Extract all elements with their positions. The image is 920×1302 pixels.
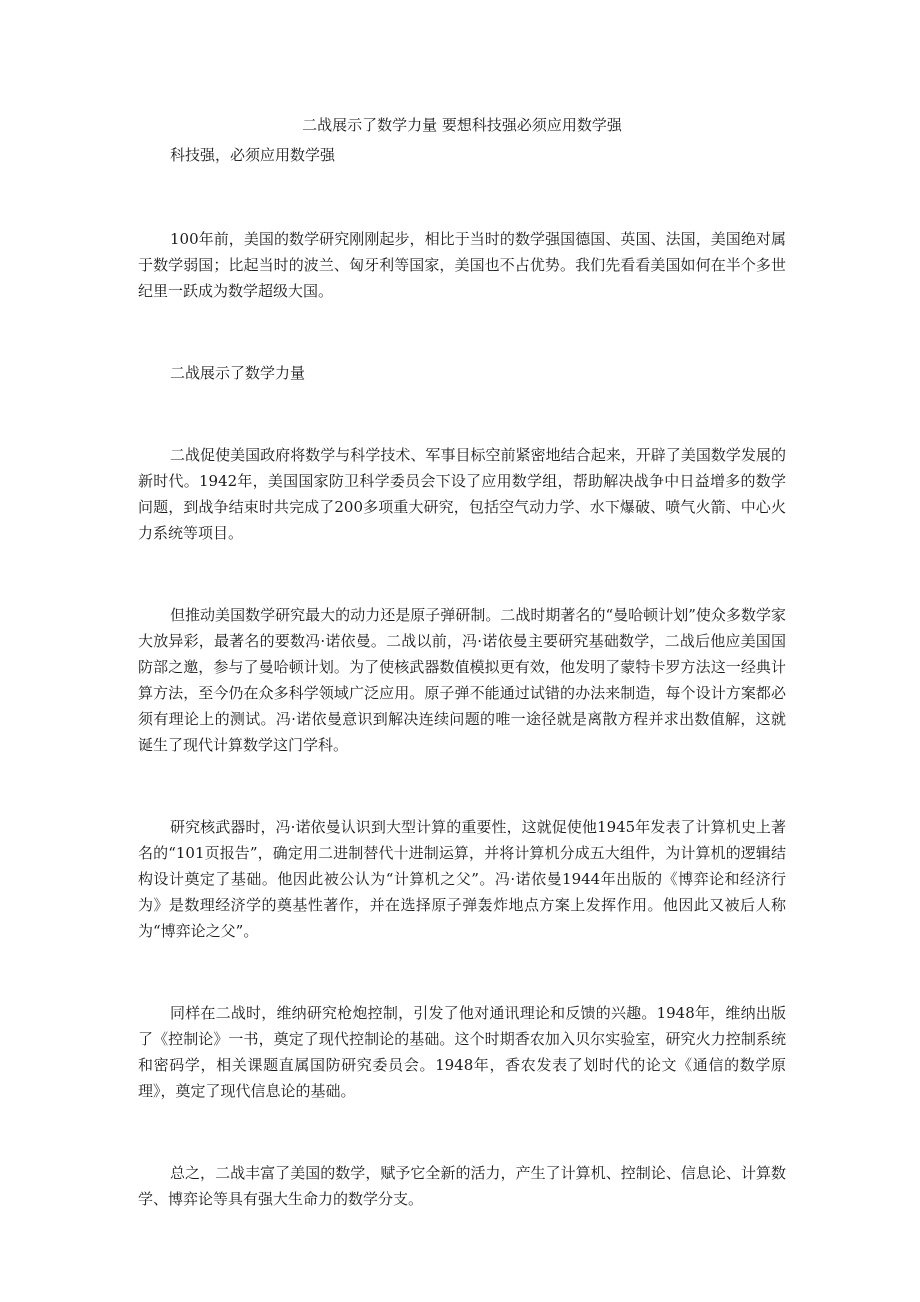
paragraph-conclusion: 总之，二战丰富了美国的数学，赋予它全新的活力，产生了计算机、控制论、信息论、计算数学、博弈论等具有强大生命力的数学分支。 bbox=[138, 1164, 786, 1208]
paragraph-von-neumann: 研究核武器时，冯·诺依曼认识到大型计算的重要性，这就促使他1945年发表了计算机史上著名的“101页报告”，确定用二进制替代十进制运算，并将计算机分成五大组件，为计算机的逻辑结构设计奠定了基础。他因此被公认为“计算机之父”。冯·诺依曼1944年出版的《博弈论和经济行为》是数理经济学的奠基性著作，并在选择原子弹轰炸地点方案上发挥作用。他因此又被后人称为“博弈论之父”。 bbox=[138, 818, 786, 940]
document-subtitle: 科技强，必须应用数学强 bbox=[170, 146, 336, 164]
document-page bbox=[138, 112, 786, 1212]
paragraph-atomic-bomb: 但推动美国数学研究最大的动力还是原子弹研制。二战时期著名的“曼哈顿计划”使众多数学家大放异彩，最著名的要数冯·诺依曼。二战以前，冯·诺依曼主要研究基础数学，二战后他应美国国防部之邀，参与了曼哈顿计划。为了使核武器数值模拟更有效，他发明了蒙特卡罗方法这一经典计算方法，至今仍在众多科学领域广泛应用。原子弹不能通过试错的办法来制造，每个设计方案都必须有理论上的测试。冯·诺依曼意识到解决连续问题的唯一途径就是离散方程并求出数值解，这就诞生了现代计算数学这门学科。 bbox=[138, 606, 786, 754]
section-heading: 二战展示了数学力量 bbox=[170, 364, 306, 382]
paragraph-intro: 100年前，美国的数学研究刚刚起步，相比于当时的数学强国德国、英国、法国，美国绝对属于数学弱国；比起当时的波兰、匈牙利等国家，美国也不占优势。我们先看看美国如何在半个多世纪里一跃成为数学超级大国。 bbox=[138, 230, 786, 300]
paragraph-wiener-shannon: 同样在二战时，维纳研究枪炮控制，引发了他对通讯理论和反馈的兴趣。1948年，维纳出版了《控制论》一书，奠定了现代控制论的基础。这个时期香农加入贝尔实验室，研究火力控制系统和密码学，相关课题直属国防研究委员会。1948年，香农发表了划时代的论文《通信的数学原理》，奠定了现代信息论的基础。 bbox=[138, 1004, 786, 1100]
paragraph-wartime-math: 二战促使美国政府将数学与科学技术、军事目标空前紧密地结合起来，开辟了美国数学发展的新时代。1942年，美国国家防卫科学委员会下设了应用数学组，帮助解决战争中日益增多的数学问题，到战争结束时共完成了200多项重大研究，包括空气动力学、水下爆破、喷气火箭、中心火力系统等项目。 bbox=[138, 446, 786, 542]
document-title: 二战展示了数学力量 要想科技强必须应用数学强 bbox=[302, 116, 622, 134]
